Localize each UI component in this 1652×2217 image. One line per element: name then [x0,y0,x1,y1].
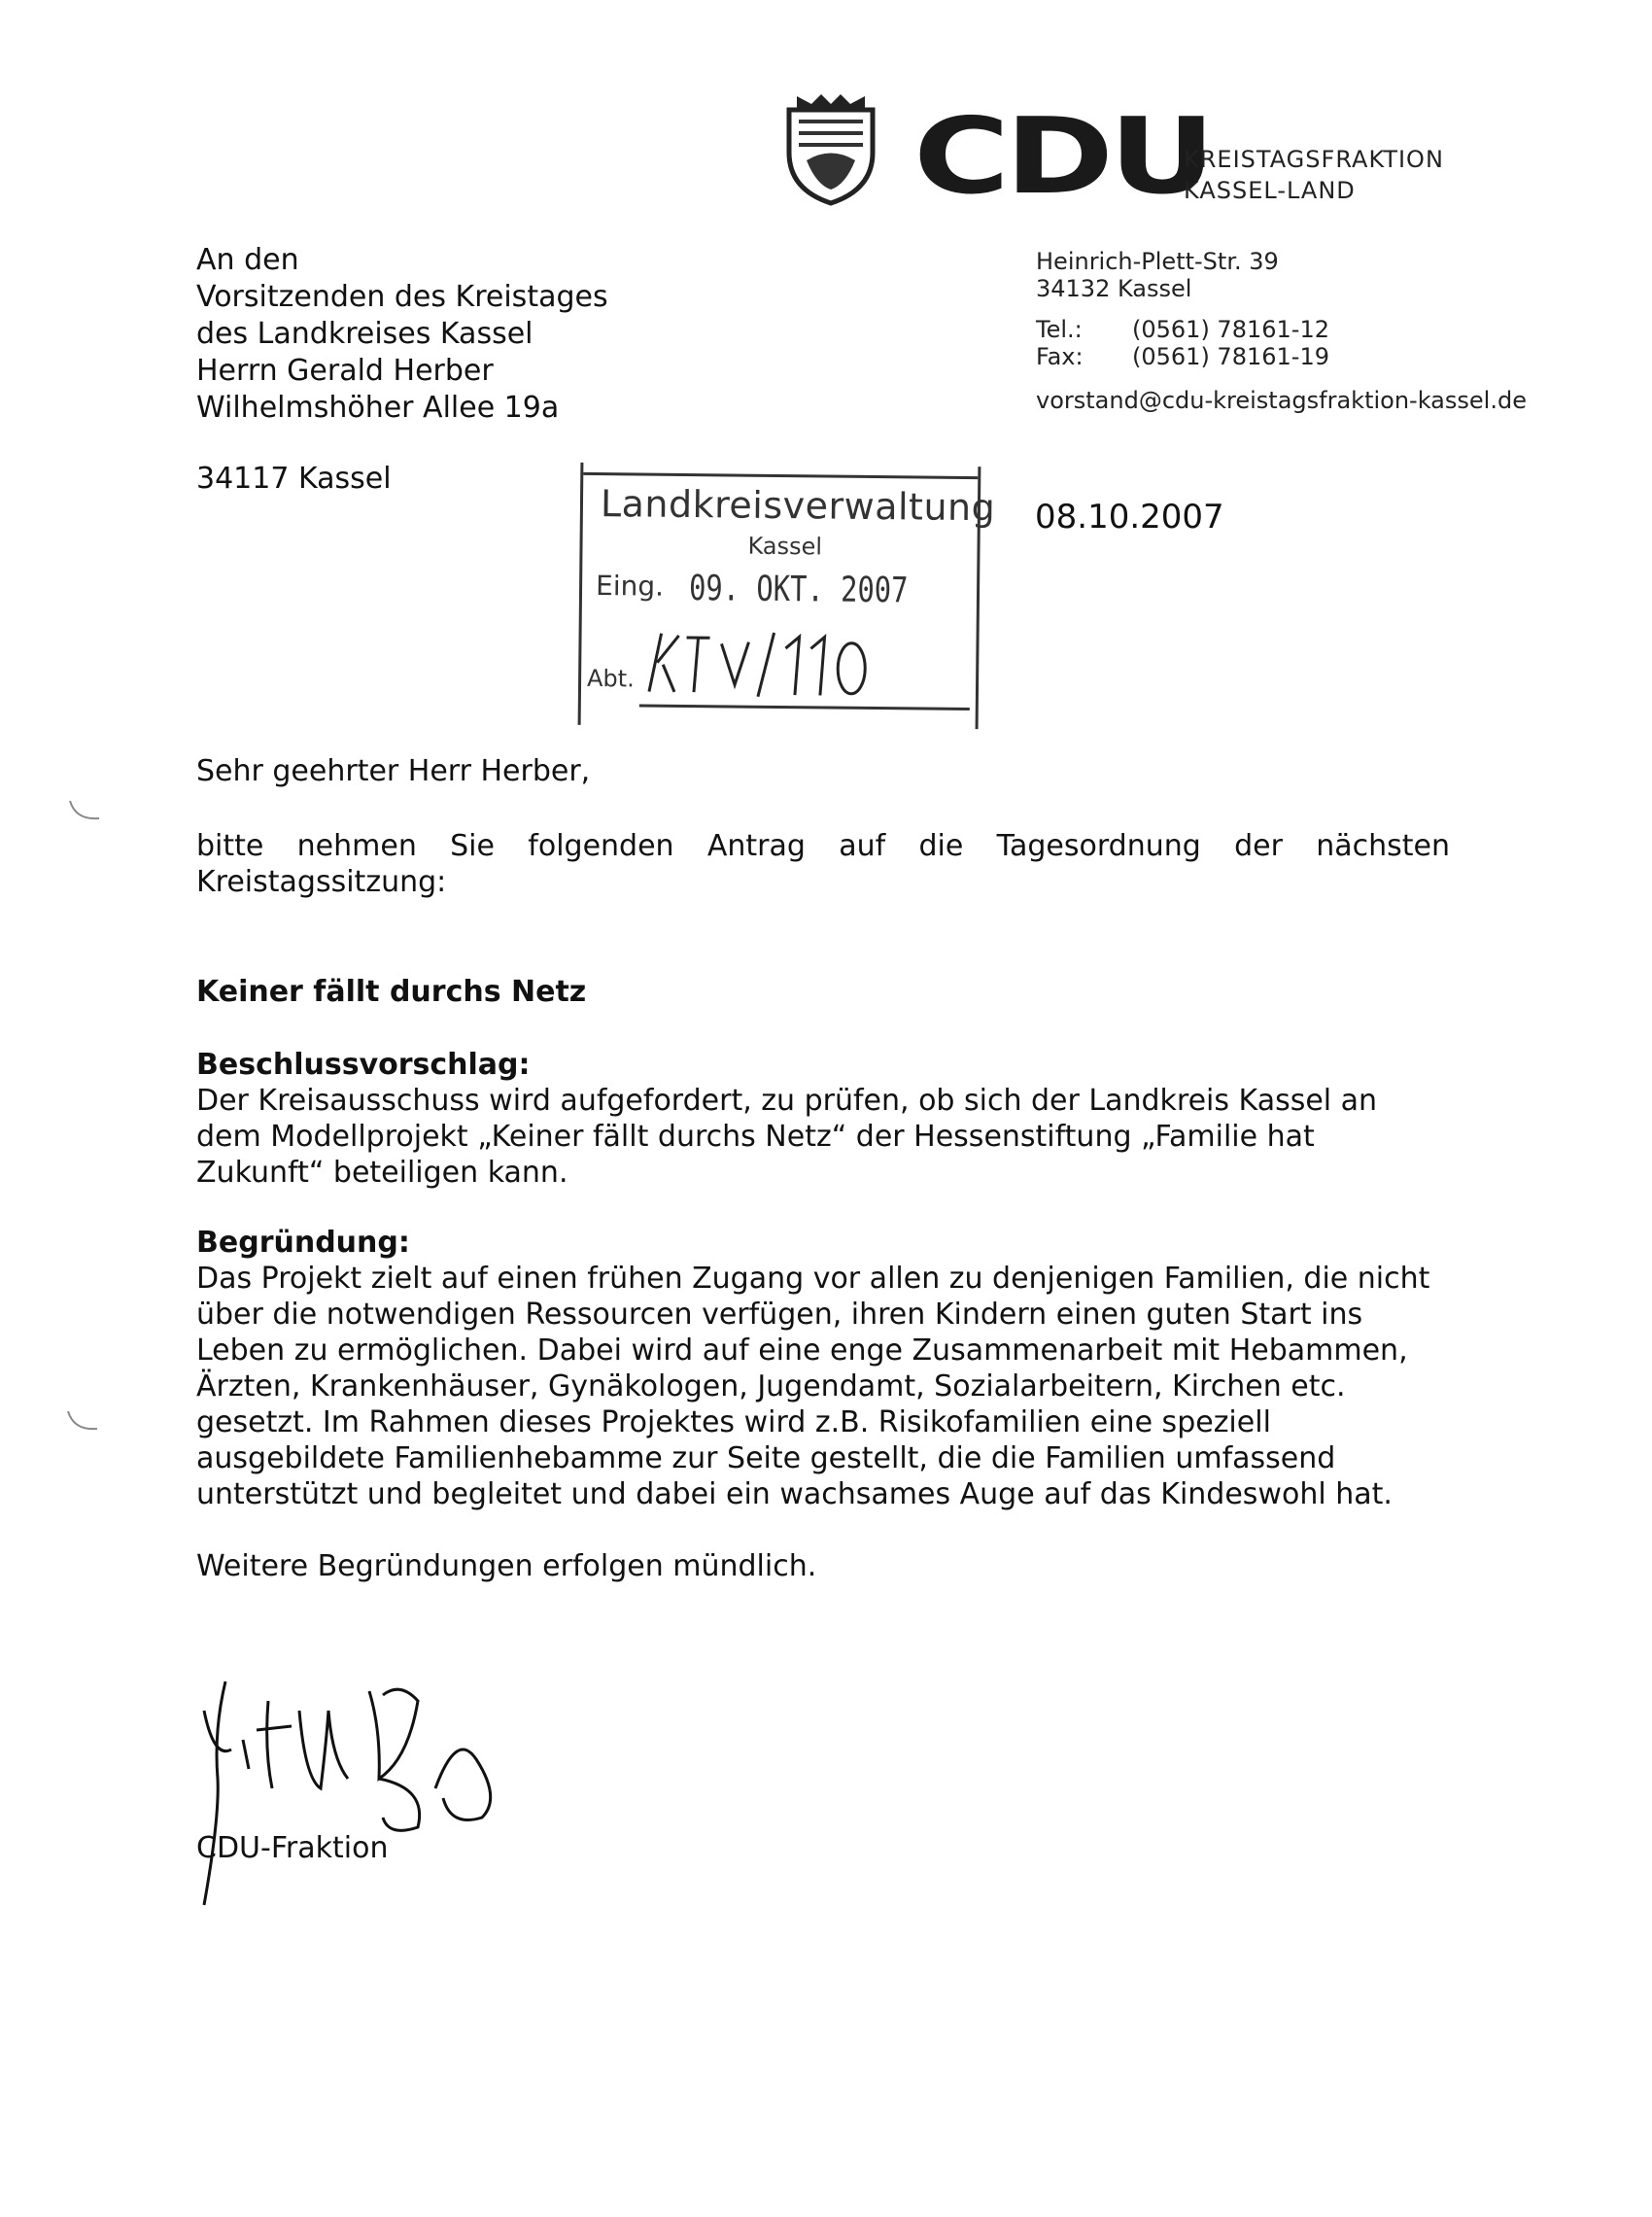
receipt-stamp [578,463,996,729]
rationale-closing: Weitere Begründungen erfolgen mündlich. [196,1549,817,1583]
org-name-line2: KASSEL-LAND [1184,177,1356,204]
recipient-line: Herrn Gerald Herber [196,354,494,388]
sender-city: 34132 Kassel [1036,275,1192,302]
stamp-border-line [639,704,970,710]
motion-title: Keiner fällt durchs Netz [196,975,587,1009]
letter-date: 08.10.2007 [1035,498,1224,537]
recipient-line: An den [196,243,299,277]
recipient-line: des Landkreises Kassel [196,317,533,351]
punch-mark [64,1407,103,1437]
party-wordmark: CDU [913,96,1211,218]
coat-of-arms-icon [777,92,884,207]
resolution-text: Der Kreisausschuss wird aufgefordert, zu prüfen, ob sich der Landkreis Kassel an dem Modellprojekt „Keiner fällt durchs Netz“ der Hessenstiftung „Familie hat Zukunft“ beteiligen kann. [196,1084,1378,1190]
handwritten-signature [175,1672,544,1915]
salutation: Sehr geehrter Herr Herber, [196,754,591,788]
rationale-text: Das Projekt zielt auf einen frühen Zugang vor allen zu denjenigen Familien, die nicht über die notwendigen Ressourcen verfügen, ihren Kindern einen guten Start ins Leben zu ermöglichen. Dabei wird auf eine enge Zusammenarbeit mit Hebammen, Ärzten, Krankenhäuser, Gynäkologen, Jugendamt, Sozialarbeitern, Kirchen etc. gesetzt. Im Rahmen dieses Projektes wird z.B. Risikofamilien eine speziell ausgebildete Familienhebamme zur Seite gestellt, die die Familien umfassend unterstützt und begleitet und dabei ein wachsames Auge auf das Kindeswohl hat. [196,1262,1430,1511]
stamp-abt-label: Abt. [586,664,635,693]
stamp-eing-label: Eing. [595,570,665,603]
sender-fax-label: Fax: [1036,343,1084,370]
recipient-line: Wilhelmshöher Allee 19a [196,391,560,425]
stamp-eing-date: 09. OKT. 2007 [688,569,909,611]
stamp-border-line [583,472,978,479]
intro-paragraph: bitte nehmen Sie folgenden Antrag auf die Tagesordnung der nächsten Kreistagssitzung: [196,829,1450,899]
punch-mark [66,797,105,826]
signature-closing: CDU-Fraktion [196,1831,389,1865]
stamp-subtitle: Kassel [747,532,823,561]
sender-fax: (0561) 78161-19 [1132,343,1329,370]
sender-email: vorstand@cdu-kreistagsfraktion-kassel.de [1036,387,1527,414]
sender-street: Heinrich-Plett-Str. 39 [1036,248,1279,275]
sender-tel-label: Tel.: [1036,316,1083,343]
recipient-line: Vorsitzenden des Kreistages [196,280,608,314]
stamp-handwritten-abt [639,624,893,705]
resolution-heading: Beschlussvorschlag: [196,1048,531,1082]
org-name-line1: KREISTAGSFRAKTION [1184,146,1444,173]
sender-tel: (0561) 78161-12 [1132,316,1329,343]
recipient-city: 34117 Kassel [196,462,392,496]
rationale-heading: Begründung: [196,1226,410,1260]
stamp-title: Landkreisverwaltung [600,482,996,530]
